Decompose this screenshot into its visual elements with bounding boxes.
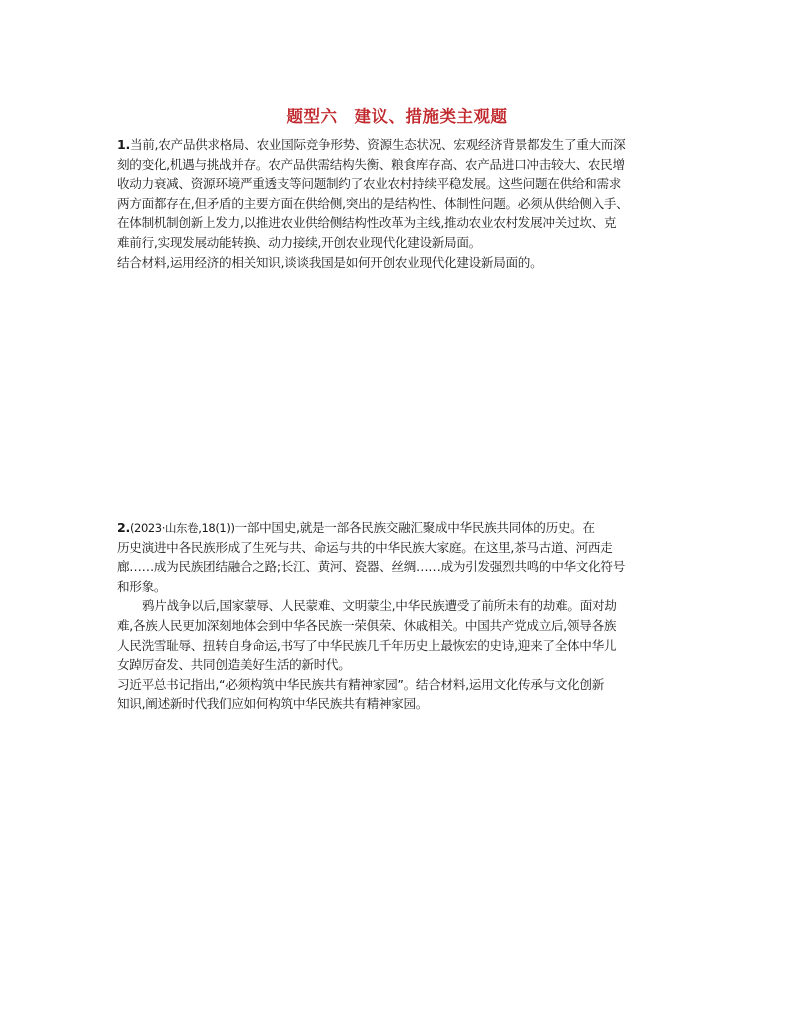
question-1-line: 刻的变化,机遇与挑战并存。农产品供需结构失衡、粮食库存高、农产品进口冲击较大、农民增: [117, 156, 625, 172]
question-1-line: 难前行,实现发展动能转换、动力接续,开创农业现代化建设新局面。: [117, 234, 481, 250]
question-2-line: 难,各族人民更加深刻地体会到中华各民族一荣俱荣、休戚相关。中国共产党成立后,领导各族: [117, 617, 617, 633]
question-1-text: 当前,农产品供求格局、农业国际竞争形势、资源生态状况、宏观经济背景都发生了重大而深: [129, 137, 626, 152]
question-1-line: 两方面都存在,但矛盾的主要方面在供给侧,突出的是结构性、体制性问题。必须从供给侧入手、: [117, 195, 629, 211]
question-2-line: [117, 518, 682, 538]
question-2-source: (2023·山东卷,18(1)): [129, 521, 235, 535]
question-2-line: 和形象。: [117, 578, 167, 594]
question-1-line: 在体制机制创新上发力,以推进农业供给侧结构性改革为主线,推动农业农村发展冲关过坎、克: [117, 215, 617, 231]
question-1: [117, 135, 682, 272]
question-1-line: 收动力衰减、资源环境严重透支等问题制约了农业农村持续平稳发展。这些问题在供给和需求: [117, 176, 622, 192]
question-2-line: 鸦片战争以后,国家蒙辱、人民蒙难、文明蒙尘,中华民族遭受了前所未有的劫难。面对劫: [142, 598, 617, 614]
question-1-prompt: 结合材料,运用经济的相关知识,谈谈我国是如何开创农业现代化建设新局面的。: [117, 254, 543, 270]
question-2-line: 女踔厉奋发、共同创造美好生活的新时代。: [117, 657, 351, 673]
question-2-line: 廊……成为民族团结融合之路;长江、黄河、瓷器、丝绸……成为引发强烈共鸣的中华文化符号: [117, 559, 625, 575]
question-2-text: 一部中国史,就是一部各民族交融汇聚成中华民族共同体的历史。在: [234, 520, 595, 535]
question-2-number: 2.: [117, 520, 130, 535]
question-2-prompt: 知识,阐述新时代我们应如何构筑中华民族共有精神家园。: [117, 696, 429, 712]
question-2: [117, 518, 682, 714]
question-1-line: [117, 135, 682, 155]
question-2-line: 人民洗雪耻辱、扭转自身命运,书写了中华民族几千年历史上最恢宏的史诗,迎来了全体中华儿: [117, 637, 617, 653]
question-1-number: 1.: [117, 137, 130, 152]
page-title: 题型六 建议、措施类主观题: [286, 107, 508, 126]
question-2-line: 历史演进中各民族形成了生死与共、命运与共的中华民族大家庭。在这里,茶马古道、河西走: [117, 539, 613, 555]
question-2-prompt: 习近平总书记指出,“必须构筑中华民族共有精神家园”。结合材料,运用文化传承与文化创新: [117, 676, 605, 692]
